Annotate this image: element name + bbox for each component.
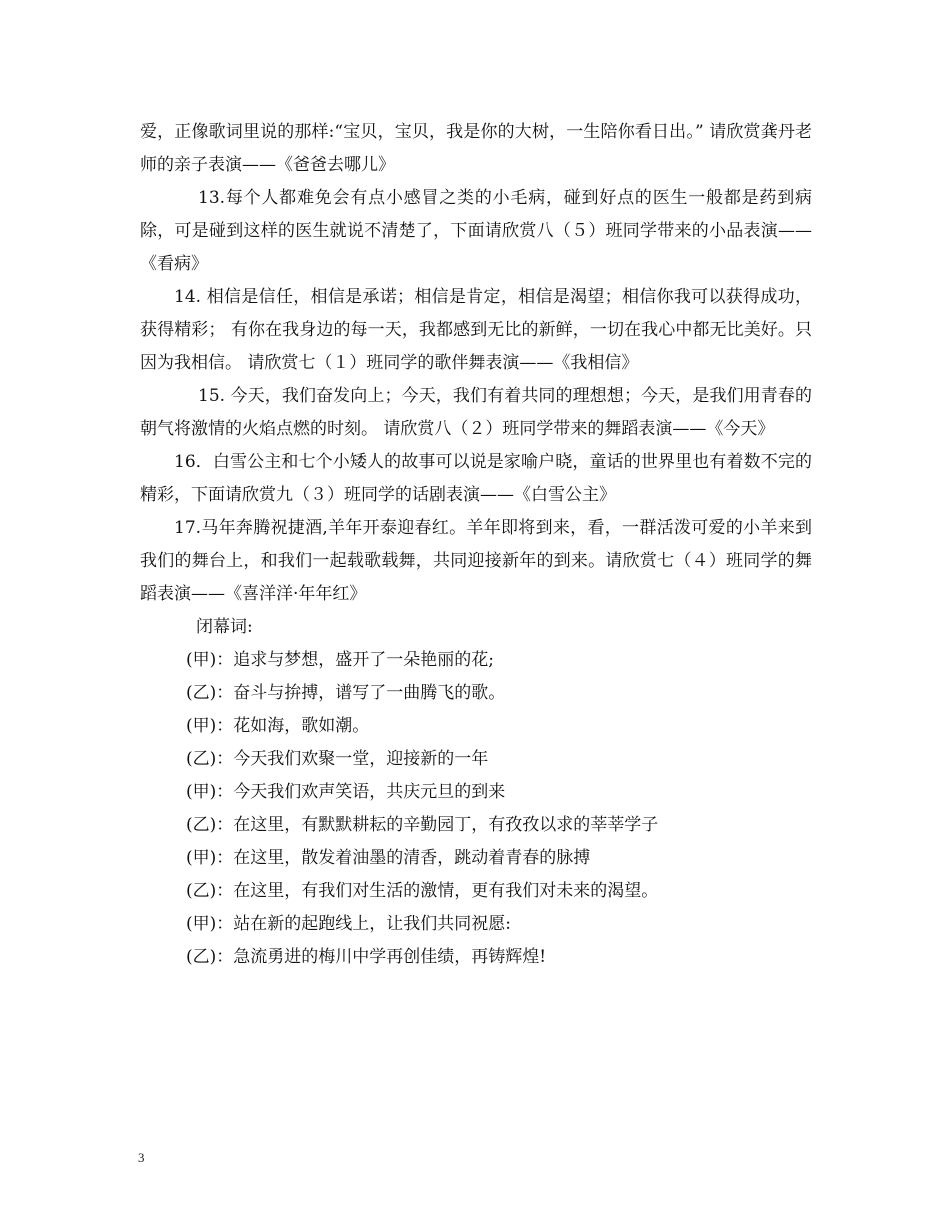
closing-speech-title: 闭幕词: (196, 617, 253, 637)
dialog-line: (乙)：在这里，有我们对生活的激情，更有我们对未来的渴望。 (186, 881, 659, 901)
dialog-line: (甲)：花如海，歌如潮。 (186, 716, 370, 736)
paragraph-item-16: 16．白雪公主和七个小矮人的故事可以说是家喻户晓，童话的世界里也有着数不完的精彩，下面请欣赏九（３）班同学的话剧表演——《白雪公主》 (140, 452, 812, 505)
dialog-line: (乙)：奋斗与拚搏，谱写了一曲腾飞的歌。 (186, 683, 506, 703)
dialog-line: (甲)：今天我们欢声笑语，共庆元旦的到来 (186, 782, 506, 802)
dialog-line: (乙)：急流勇进的梅川中学再创佳绩，再铸辉煌! (186, 947, 547, 967)
dialog-line: (乙)：今天我们欢聚一堂，迎接新的一年 (186, 749, 489, 769)
dialog-line: (甲)：在这里，散发着油墨的清香，跳动着青春的脉搏 (186, 848, 591, 868)
dialog-line: (甲)：站在新的起跑线上，让我们共同祝愿: (186, 914, 511, 934)
paragraph-item-17: 17.马年奔腾祝捷酒,羊年开泰迎春红。羊年即将到来，看，一群活泼可爱的小羊来到我们的舞台上，和我们一起载歌载舞，共同迎接新年的到来。请欣赏七（４）班同学的舞蹈表演——《喜洋洋·年年红》 (140, 518, 812, 604)
dialog-line: (乙)：在这里，有默默耕耘的辛勤园丁，有孜孜以求的莘莘学子 (186, 815, 659, 835)
page-number: 3 (138, 1150, 145, 1165)
paragraph-item-14: 14. 相信是信任，相信是承诺；相信是肯定，相信是渴望；相信你我可以获得成功，获得精彩； 有你在我身边的每一天，我都感到无比的新鲜，一切在我心中都无比美好。只因为我相信。 请欣赏七（１）班同学的歌伴舞表演——《我相信》 (140, 287, 812, 373)
paragraph-item-15: 15. 今天，我们奋发向上；今天，我们有着共同的理想想；今天，是我们用青春的朝气将激情的火焰点燃的时刻。 请欣赏八（２）班同学带来的舞蹈表演——《今天》 (140, 386, 812, 439)
document-body (140, 116, 812, 974)
paragraph-item-13: 13.每个人都难免会有点小感冒之类的小毛病，碰到好点的医生一般都是药到病除，可是碰到这样的医生就说不清楚了，下面请欣赏八（５）班同学带来的小品表演——《看病》 (140, 188, 812, 274)
paragraph-continuation: 爱，正像歌词里说的那样:“宝贝，宝贝，我是你的大树，一生陪你看日出。” 请欣赏龚丹老师的亲子表演——《爸爸去哪儿》 (140, 122, 812, 175)
dialog-line: (甲)：追求与梦想，盛开了一朵艳丽的花; (186, 650, 494, 670)
